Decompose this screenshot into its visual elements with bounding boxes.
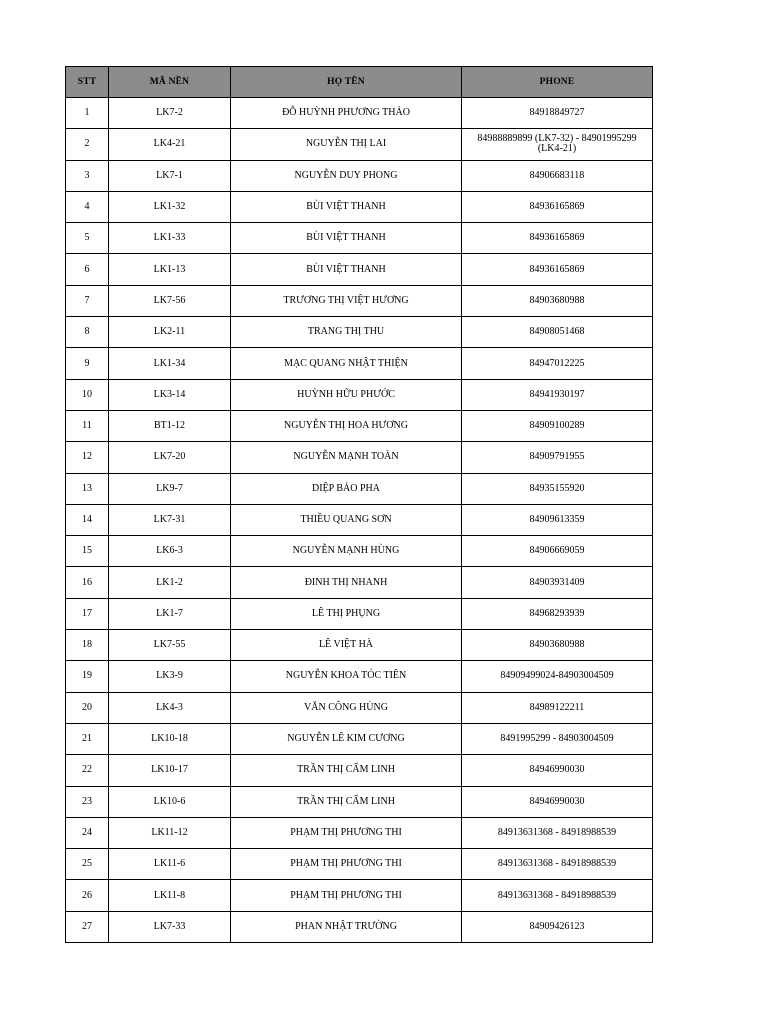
- header-ho-ten: HỌ TÊN: [231, 67, 462, 98]
- cell-ho-ten: THIỀU QUANG SƠN: [231, 504, 462, 535]
- cell-phone: 84936165869: [462, 191, 653, 222]
- cell-stt: 11: [66, 410, 109, 441]
- cell-ho-ten: NGUYỄN KHOA TÓC TIÊN: [231, 661, 462, 692]
- cell-phone: 84913631368 - 84918988539: [462, 849, 653, 880]
- table-row: [66, 849, 653, 880]
- table-row: [66, 598, 653, 629]
- cell-stt: 17: [66, 598, 109, 629]
- cell-ho-ten: PHẠM THỊ PHƯƠNG THI: [231, 817, 462, 848]
- table-row: [66, 442, 653, 473]
- cell-phone: 84909426123: [462, 911, 653, 942]
- cell-ho-ten: NGUYỄN THỊ LAI: [231, 129, 462, 160]
- cell-stt: 27: [66, 911, 109, 942]
- cell-ma-nen: LK11-6: [109, 849, 231, 880]
- cell-stt: 21: [66, 723, 109, 754]
- header-stt: STT: [66, 67, 109, 98]
- cell-phone: 84906683118: [462, 160, 653, 191]
- cell-phone: 84903931409: [462, 567, 653, 598]
- cell-stt: 23: [66, 786, 109, 817]
- cell-phone: 84909613359: [462, 504, 653, 535]
- table-row: [66, 285, 653, 316]
- cell-stt: 4: [66, 191, 109, 222]
- table-row: [66, 567, 653, 598]
- cell-ma-nen: LK7-56: [109, 285, 231, 316]
- cell-stt: 18: [66, 630, 109, 661]
- cell-ma-nen: LK4-3: [109, 692, 231, 723]
- cell-phone: 84906669059: [462, 536, 653, 567]
- cell-phone: 84935155920: [462, 473, 653, 504]
- table-row: [66, 817, 653, 848]
- cell-phone: 84936165869: [462, 254, 653, 285]
- cell-phone: 84968293939: [462, 598, 653, 629]
- cell-phone: 84946990030: [462, 755, 653, 786]
- cell-stt: 12: [66, 442, 109, 473]
- cell-stt: 22: [66, 755, 109, 786]
- cell-phone: 84913631368 - 84918988539: [462, 817, 653, 848]
- cell-stt: 25: [66, 849, 109, 880]
- table-row: [66, 129, 653, 160]
- table-row: [66, 160, 653, 191]
- cell-ma-nen: LK7-33: [109, 911, 231, 942]
- cell-stt: 5: [66, 223, 109, 254]
- cell-ho-ten: TRẦN THỊ CẨM LINH: [231, 755, 462, 786]
- cell-stt: 14: [66, 504, 109, 535]
- cell-ho-ten: NGUYỄN LÊ KIM CƯƠNG: [231, 723, 462, 754]
- table-row: [66, 410, 653, 441]
- cell-stt: 10: [66, 379, 109, 410]
- table-row: [66, 786, 653, 817]
- cell-phone: 84908051468: [462, 317, 653, 348]
- cell-ho-ten: TRẦN THỊ CẨM LINH: [231, 786, 462, 817]
- cell-ma-nen: LK6-3: [109, 536, 231, 567]
- table-row: [66, 379, 653, 410]
- table-row: [66, 348, 653, 379]
- cell-ho-ten: MẠC QUANG NHẬT THIỆN: [231, 348, 462, 379]
- cell-stt: 16: [66, 567, 109, 598]
- cell-ho-ten: PHẠM THỊ PHƯƠNG THI: [231, 880, 462, 911]
- cell-phone: 84989122211: [462, 692, 653, 723]
- cell-ma-nen: LK11-12: [109, 817, 231, 848]
- cell-phone: 84909791955: [462, 442, 653, 473]
- table-row: [66, 317, 653, 348]
- cell-ma-nen: LK4-21: [109, 129, 231, 160]
- table-row: [66, 504, 653, 535]
- cell-ho-ten: TRƯƠNG THỊ VIỆT HƯƠNG: [231, 285, 462, 316]
- table-row: [66, 191, 653, 222]
- table-row: [66, 661, 653, 692]
- cell-ma-nen: LK10-18: [109, 723, 231, 754]
- table-row: [66, 473, 653, 504]
- cell-ho-ten: LÊ THỊ PHỤNG: [231, 598, 462, 629]
- table-row: [66, 911, 653, 942]
- customer-table: [65, 66, 653, 943]
- cell-ho-ten: BÙI VIỆT THANH: [231, 223, 462, 254]
- cell-stt: 7: [66, 285, 109, 316]
- header-phone: PHONE: [462, 67, 653, 98]
- table-row: [66, 98, 653, 129]
- table-body: [66, 98, 653, 943]
- cell-ma-nen: LK3-9: [109, 661, 231, 692]
- cell-ma-nen: LK1-33: [109, 223, 231, 254]
- cell-phone: 84909100289: [462, 410, 653, 441]
- table-row: [66, 755, 653, 786]
- cell-phone: 8491995299 - 84903004509: [462, 723, 653, 754]
- table-row: [66, 223, 653, 254]
- cell-ma-nen: LK11-8: [109, 880, 231, 911]
- cell-ma-nen: LK3-14: [109, 379, 231, 410]
- cell-phone: 84913631368 - 84918988539: [462, 880, 653, 911]
- cell-stt: 6: [66, 254, 109, 285]
- cell-phone: 84936165869: [462, 223, 653, 254]
- cell-ho-ten: ĐỖ HUỲNH PHƯƠNG THẢO: [231, 98, 462, 129]
- cell-ho-ten: HUỲNH HỮU PHƯỚC: [231, 379, 462, 410]
- table-row: [66, 692, 653, 723]
- cell-ho-ten: PHAN NHẬT TRƯỜNG: [231, 911, 462, 942]
- table-row: [66, 723, 653, 754]
- cell-stt: 20: [66, 692, 109, 723]
- cell-ma-nen: LK10-6: [109, 786, 231, 817]
- cell-phone: 84909499024-84903004509: [462, 661, 653, 692]
- cell-ma-nen: LK2-11: [109, 317, 231, 348]
- cell-ho-ten: TRANG THỊ THU: [231, 317, 462, 348]
- cell-ma-nen: LK7-31: [109, 504, 231, 535]
- cell-ma-nen: BT1-12: [109, 410, 231, 441]
- cell-ho-ten: VĂN CÔNG HÙNG: [231, 692, 462, 723]
- cell-ho-ten: NGUYỄN THỊ HOA HƯƠNG: [231, 410, 462, 441]
- cell-phone: 84918849727: [462, 98, 653, 129]
- cell-ho-ten: ĐINH THỊ NHANH: [231, 567, 462, 598]
- cell-ma-nen: LK7-20: [109, 442, 231, 473]
- cell-ma-nen: LK1-7: [109, 598, 231, 629]
- cell-ma-nen: LK7-55: [109, 630, 231, 661]
- cell-ho-ten: BÙI VIỆT THANH: [231, 191, 462, 222]
- cell-stt: 15: [66, 536, 109, 567]
- cell-ma-nen: LK1-13: [109, 254, 231, 285]
- cell-ho-ten: NGUYỄN MẠNH HÙNG: [231, 536, 462, 567]
- cell-ho-ten: PHẠM THỊ PHƯƠNG THI: [231, 849, 462, 880]
- cell-ma-nen: LK10-17: [109, 755, 231, 786]
- cell-ho-ten: DIỆP BẢO PHA: [231, 473, 462, 504]
- cell-ma-nen: LK1-34: [109, 348, 231, 379]
- cell-phone: 84947012225: [462, 348, 653, 379]
- cell-ma-nen: LK1-32: [109, 191, 231, 222]
- cell-phone: 84903680988: [462, 630, 653, 661]
- cell-stt: 8: [66, 317, 109, 348]
- cell-stt: 2: [66, 129, 109, 160]
- header-ma-nen: MÃ NỀN: [109, 67, 231, 98]
- table-row: [66, 536, 653, 567]
- table-row: [66, 630, 653, 661]
- header-row: [66, 67, 653, 98]
- cell-phone: 84903680988: [462, 285, 653, 316]
- cell-stt: 1: [66, 98, 109, 129]
- cell-stt: 13: [66, 473, 109, 504]
- table-row: [66, 880, 653, 911]
- cell-ma-nen: LK7-1: [109, 160, 231, 191]
- cell-stt: 26: [66, 880, 109, 911]
- cell-phone: 84941930197: [462, 379, 653, 410]
- cell-phone: 84988889899 (LK7-32) - 84901995299 (LK4-21): [462, 129, 653, 160]
- cell-stt: 19: [66, 661, 109, 692]
- cell-stt: 24: [66, 817, 109, 848]
- cell-ho-ten: BÙI VIỆT THANH: [231, 254, 462, 285]
- cell-ho-ten: NGUYỄN MẠNH TOÀN: [231, 442, 462, 473]
- cell-ho-ten: LÊ VIỆT HÀ: [231, 630, 462, 661]
- spreadsheet-page: [65, 66, 652, 943]
- cell-ho-ten: NGUYỄN DUY PHONG: [231, 160, 462, 191]
- cell-phone: 84946990030: [462, 786, 653, 817]
- cell-stt: 3: [66, 160, 109, 191]
- cell-ma-nen: LK7-2: [109, 98, 231, 129]
- cell-stt: 9: [66, 348, 109, 379]
- cell-ma-nen: LK9-7: [109, 473, 231, 504]
- cell-ma-nen: LK1-2: [109, 567, 231, 598]
- table-row: [66, 254, 653, 285]
